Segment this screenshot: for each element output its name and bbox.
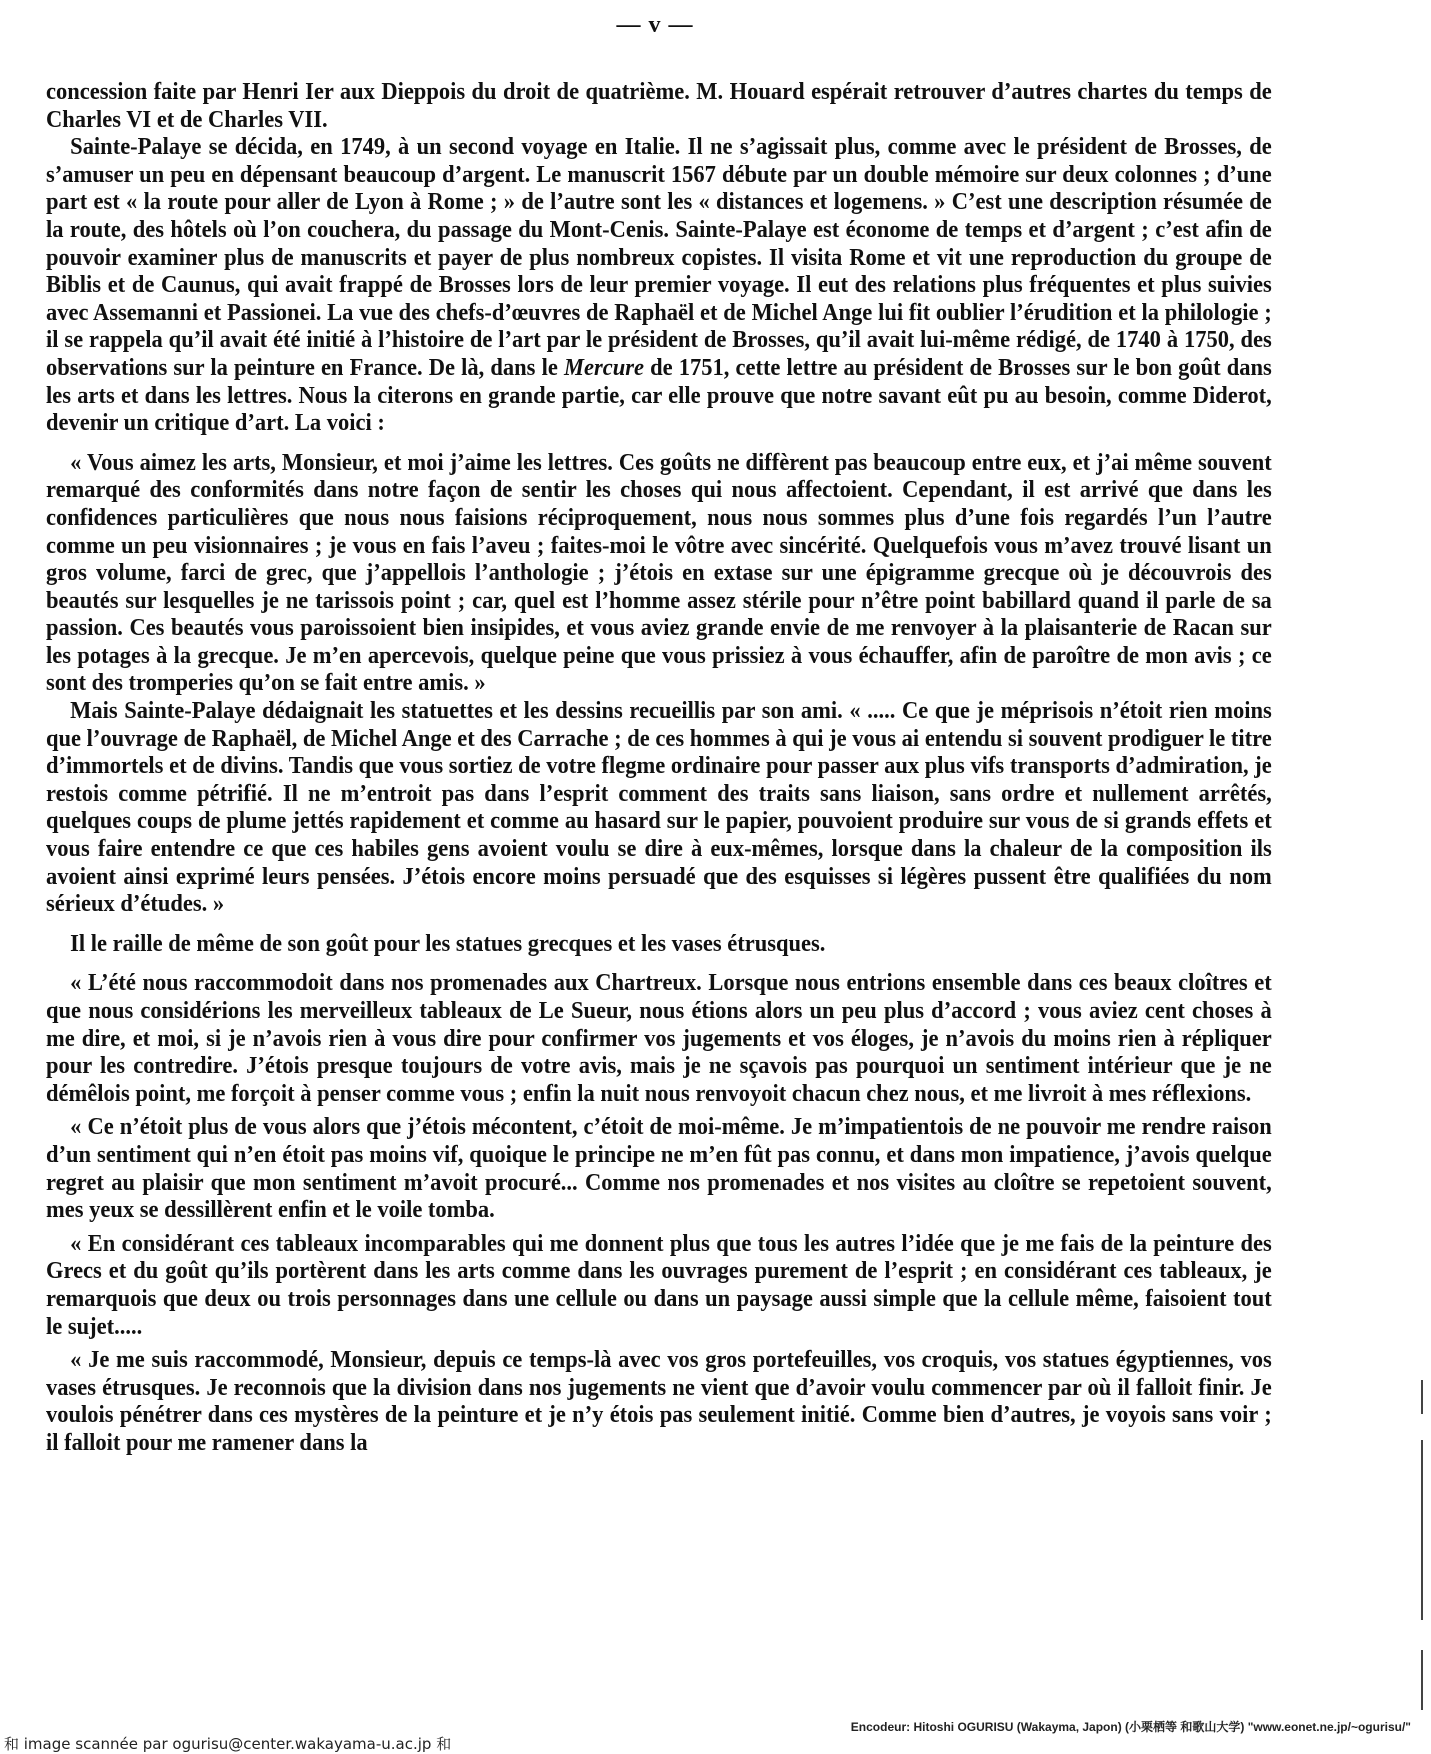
paragraph-5: Il le raille de même de son goût pour les statues grecques et les vases étrusques.	[70, 929, 826, 957]
paragraph-3: « Vous aimez les arts, Monsieur, et moi j’aime les lettres. Ces goûts ne diffèrent pas beaucoup entre eux, et j’ai même souvent remarqué des conformités dans notre façon de sentir les choses qui nous affectoient. Cependant, il est arrivé que dans les confidences particulières que nous nous faisions réciproquement, nous nous sommes plus d’une fois regardés l’un l’autre comme un peu visionnaires ; je vous en fais l’aveu ; faites-moi le vôtre avec sincérité. Quelquefois vous m’avez trouvé lisant un gros volume, farci de grec, que j’appellois l’anthologie ; j’étois en extase sur une épigramme grecque où je découvrois des beautés sur lesquelles je ne tarissois point ; car, quel est l’homme assez stérile pour n’être point babillard quand il parle de sa passion. Ces beautés vous paroissoient bien insipides, et vous aviez grande envie de me renvoyer à la plaisanterie de Racan sur les potages à la grecque. Je m’en apercevois, quelque peine que vous prissiez à vous échauffer, afin de paroître de mon avis ; ce sont des tromperies qu’on se fait entre amis. »	[46, 448, 1272, 697]
paragraph-2-text-b: de 1751, cette lettre au président de Brosses sur le bon goût dans les arts et dans les lettres. Nous la citerons en grande partie, car elle prouve que notre savant eût pu au besoin, comme Diderot, devenir un critique d’art. La voici :	[46, 353, 1272, 437]
paragraph-9: « Je me suis raccommodé, Monsieur, depuis ce temps-là avec vos gros portefeuilles, vos croquis, vos statues égyptiennes, vos vases étrusques. Je reconnois que la division dans nos jugements ne vient que d’avoir voulu commencer par où il falloit finir. Je voulois pénétrer dans ces mystères de la peinture et je n’y étois pas seulement initié. Comme bien d’autres, je voyois sans voir ; il falloit pour me ramener dans la	[46, 1346, 1272, 1456]
paragraph-7: « Ce n’étoit plus de vous alors que j’étois mécontent, c’étoit de moi-même. Je m’impatientois de ne pouvoir me rendre raison d’un sentiment qui n’en étoit pas moins vif, quoique le principe ne m’en fût pas connu, et dans mon impatience, j’avois quelque regret au plaisir que mon sentiment m’avoit procuré... Comme nos promenades et nos visites au cloître se repetoient souvent, mes yeux se dessillèrent enfin et le voile tomba.	[46, 1113, 1272, 1224]
paragraph-6: « L’été nous raccommodoit dans nos promenades aux Chartreux. Lorsque nous entrions ensemble dans ces beaux cloîtres et que nous considérions les merveilleux tableaux de Le Sueur, nous étions alors un peu plus d’accord ; vous aviez cent choses à me dire, et moi, si je n’avois rien à vous dire pour confirmer vos jugements et vos éloges, je n’avois du moins rien à répliquer pour les contredire. J’étois presque toujours de votre avis, mais je ne sçavois pas pourquoi un sentiment intérieur que je ne démêlois point, me forçoit à penser comme vous ; enfin la nuit nous renvoyoit chacun chez nous, et me livroit à mes réflexions.	[46, 969, 1272, 1107]
mercure-title: Mercure	[563, 353, 644, 381]
paragraph-2-text-a: Sainte-Palaye se décida, en 1749, à un second voyage en Italie. Il ne s’agissait plus, comme avec le président de Brosses, de s’amuser un peu en dépensant beaucoup d’argent. Le manuscrit 1567 débute par un double mémoire sur deux colonnes ; d’une part est « la route pour aller de Lyon à Rome ; » de l’autre sont les « distances et logemens. » C’est une description résumée de la route, des hôtels où l’on couchera, du passage du Mont-Cenis. Sainte-Palaye est économe de temps et d’argent ; c’est afin de pouvoir examiner plus de manuscrits et payer de plus nombreux copistes. Il visita Rome et vit une reproduction du groupe de Biblis et de Caunus, qui avait frappé de Brosses lors de leur premier voyage. Il eut des relations plus fréquentes et plus suivies avec Assemanni et Passionei. La vue des chefs-d’œuvres de Raphaël et de Michel Ange lui fit oublier l’érudition et la philologie ; il se rappela qu’il avait été initié à l’histoire de l’art par le président de Brosses, qu’il avait lui-même rédigé, de 1740 à 1750, des observations sur la peinture en France. De là, dans le	[46, 133, 1272, 381]
encoder-credit: Encodeur: Hitoshi OGURISU (Wakayma, Japon) (小栗栖等 和歌山大学) "www.eonet.ne.jp/~ogurisu/"	[850, 1720, 1411, 1734]
scan-credit: 和 image scannée par ogurisu@center.wakayama-u.ac.jp 和	[4, 1735, 452, 1753]
paragraph-1: concession faite par Henri Ier aux Dieppois du droit de quatrième. M. Houard espérait retrouver d’autres chartes du temps de Charles VI et de Charles VII.	[46, 78, 1272, 133]
page-number: — v —	[616, 12, 694, 38]
paragraph-4: Mais Sainte-Palaye dédaignait les statuettes et les dessins recueillis par son ami. « ..... Ce que je méprisois n’étoit rien moins que l’ouvrage de Raphaël, de Michel Ange et des Carrache ; de ces hommes à qui je vous ai entendu si souvent prodiguer le titre d’immortels et de divins. Tandis que vous sortiez de votre flegme ordinaire pour passer aux plus vifs transports d’admiration, je restois comme pétrifié. Il ne m’entroit pas dans l’esprit comment des traits sans liaison, sans ordre et nullement arrêtés, quelques coups de plume jettés rapidement et comme au hasard sur le papier, pouvoient produire sur vous de si grands effets et vous faire entendre ce que ces habiles gens avoient voulu se dire à eux-mêmes, lorsque dans la chaleur de la composition ils avoient ainsi exprimé leurs pensées. J’étois encore moins persuadé que des esquisses si légères pussent être qualifiées du nom sérieux d’études. »	[46, 697, 1272, 918]
scan-edge-mark	[1421, 1380, 1423, 1414]
scan-edge-mark	[1421, 1650, 1423, 1710]
paragraph-8: « En considérant ces tableaux incomparables qui me donnent plus que tous les autres l’idée que je me fais de la peinture des Grecs et du goût qu’ils portèrent dans les arts comme dans les ouvrages purement de l’esprit ; en considérant ces tableaux, je remarquois que deux ou trois personnages dans une cellule ou dans un paysage aussi simple que la cellule même, faisoient tout le sujet.....	[46, 1229, 1272, 1340]
paragraph-2	[46, 133, 1272, 437]
scan-edge-mark	[1421, 1440, 1423, 1620]
body-text	[46, 78, 1272, 1457]
